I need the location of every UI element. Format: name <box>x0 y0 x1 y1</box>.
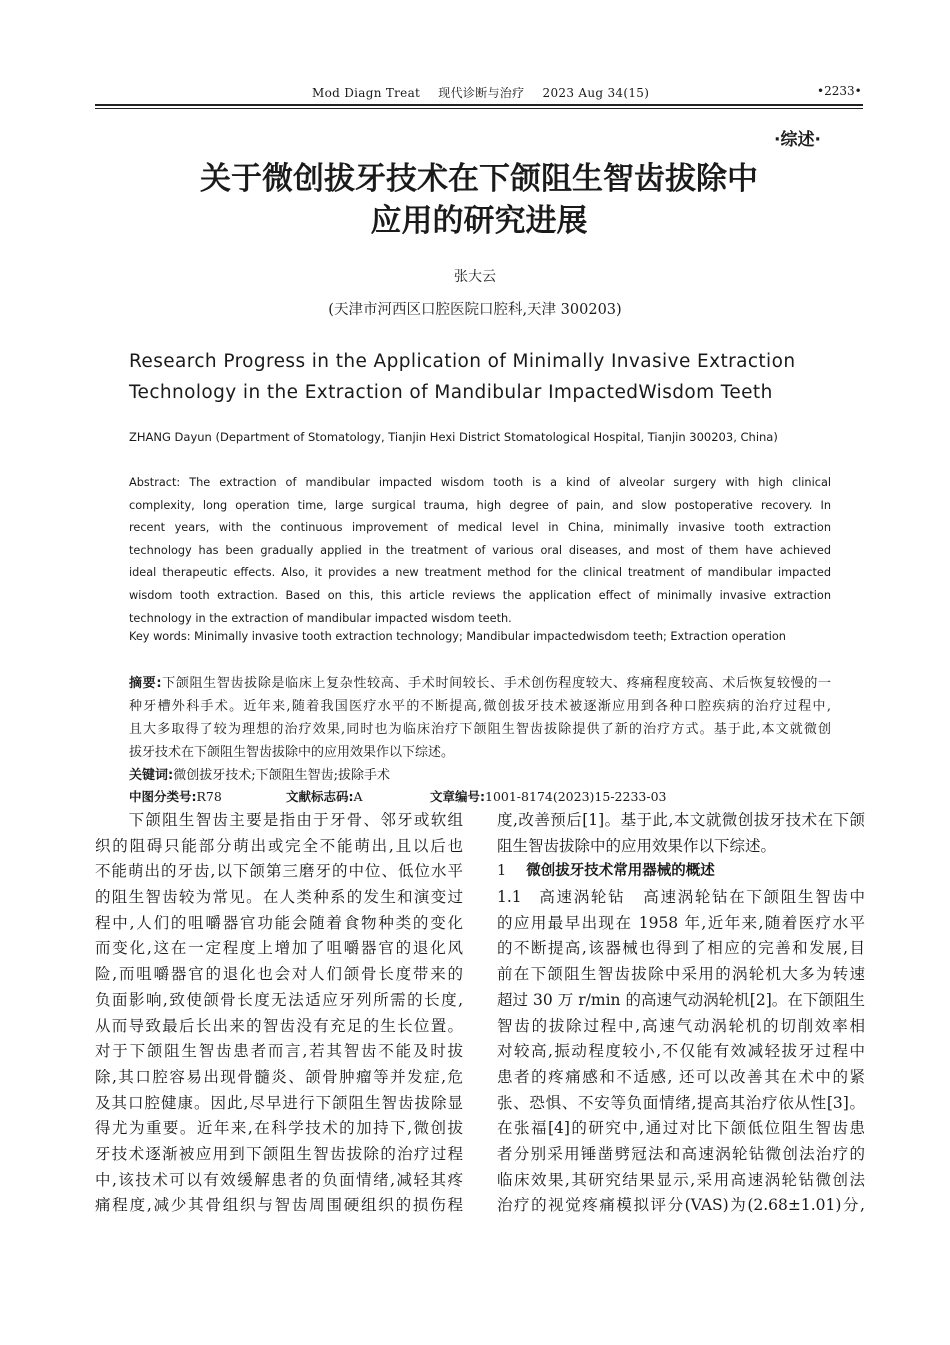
text-line: 治疗的视觉疼痛模拟评分(VAS)为(2.68±1.01)分, <box>497 1196 865 1215</box>
text-span: 下颌阻生智齿拔除是临床上复杂性较高、手术时间较长、手术创伤程度较大、疼痛程度较高、术后恢复较慢的一 <box>161 676 831 691</box>
label: 中图分类号: <box>129 789 197 804</box>
title-line: 应用的研究进展 <box>370 203 588 239</box>
text-line <box>129 672 831 695</box>
running-header <box>0 84 950 104</box>
text-line: 除,其口腔容易出现骨髓炎、颌骨肿瘤等并发症,危 <box>95 1067 463 1086</box>
article-title-cn <box>95 158 863 242</box>
heading-text: 微创拔牙技术常用器械的概述 <box>526 863 715 880</box>
text-line: 智齿的拔除过程中,高速气动涡轮机的切削效率相 <box>497 1016 865 1035</box>
text-line: 阻生智齿拔除中的应用效果作以下综述。 <box>497 836 777 855</box>
text-line: 的应用最早出现在 1958 年,近年来,随着医疗水平 <box>497 913 865 932</box>
text-line: 负面影响,致使颌骨长度无法适应牙列所需的长度, <box>95 990 463 1009</box>
text-line: 患者的疼痛感和不适感, 还可以改善其在术中的紧 <box>497 1067 865 1086</box>
author-en: ZHANG Dayun (Department of Stomatology, Tianjin Hexi District Stomatological Hospital, Tianjin 300203, China) <box>129 430 778 444</box>
text-line: 超过 30 万 r/min 的高速气动涡轮机[2]。在下颌阻生 <box>497 990 865 1009</box>
abstract-cn <box>129 672 831 764</box>
text-line: 而变化,这在一定程度上增加了咀嚼器官的退化风 <box>95 939 463 958</box>
subsection-heading-1-1 <box>497 885 865 911</box>
text-line: 种牙槽外科手术。近年来,随着我国医疗水平的不断提高,微创拔牙技术被逐渐应用到各种口腔疾病的治疗过程中, <box>129 699 831 714</box>
keywords-text: 微创拔牙技术;下颌阻生智齿;拔除手术 <box>173 768 390 783</box>
text-span: 高速涡轮钻在下颌阻生智齿中 <box>643 888 865 907</box>
text-line: 在张福[4]的研究中,通过对比下颌低位阻生智齿患 <box>497 1119 865 1138</box>
text-line: 不能萌出的牙齿,以下颌第三磨牙的中位、低位水平 <box>95 862 463 881</box>
text-line: 程中,人们的咀嚼器官功能会随着食物种类的变化 <box>95 913 463 932</box>
keywords-cn <box>129 764 390 783</box>
label: 文献标志码: <box>286 789 354 804</box>
title-line: 关于微创拔牙技术在下颌阻生智齿拔除中 <box>200 161 758 197</box>
text-line: 下颌阻生智齿主要是指由于牙骨、邻牙或软组 <box>95 811 463 829</box>
author-cn: 张大云 <box>454 269 496 285</box>
text-line: technology in the extraction of mandibular impacted wisdom teeth. <box>129 611 512 625</box>
text-line: 临床效果,其研究结果显示,采用高速涡轮钻微创法 <box>497 1170 865 1189</box>
text-line: 张、恐惧、不安等负面情绪,提高其治疗依从性[3]。 <box>497 1093 865 1112</box>
body-column-right <box>497 808 865 1219</box>
title-line: Research Progress in the Application of Minimally Invasive Extraction <box>129 351 796 372</box>
heading-number: 1.1 <box>497 888 522 907</box>
text-line: wisdom tooth extraction. Based on this, this article reviews the application effect of minimally invasive extraction <box>129 588 831 602</box>
text-line: 者分别采用锤凿劈冠法和高速涡轮钻微创法治疗的 <box>497 1144 865 1163</box>
text-line: recent years, with the continuous improvement of medical level in China, minimally invasive tooth extraction <box>129 521 831 535</box>
section-tag: ·综述· <box>774 130 821 150</box>
text-line: 对较高,振动程度较小,不仅能有效减轻拔牙过程中 <box>497 1042 865 1061</box>
keywords-en: Key words: Minimally invasive tooth extraction technology; Mandibular impactedwisdom teeth; Extraction operation <box>129 630 786 643</box>
document-code <box>286 787 363 805</box>
text-line: ideal therapeutic effects. Also, it provides a new treatment method for the clinical treatment of mandibular impacted <box>129 566 831 580</box>
text-line: complexity, long operation time, large surgical trauma, high degree of pain, and slow postoperative recovery. In <box>129 498 831 512</box>
clc-number <box>129 787 222 805</box>
heading-text: 高速涡轮钻 <box>537 888 626 907</box>
value: 1001-8174(2023)15-2233-03 <box>485 789 667 804</box>
text-line: Abstract: The extraction of mandibular impacted wisdom tooth is a kind of alveolar surgery with high clinical <box>129 476 831 489</box>
text-line: 拔牙技术在下颌阻生智齿拔除中的应用效果作以下综述。 <box>129 745 455 760</box>
keywords-label: 关键词: <box>129 768 174 783</box>
text-line: 对于下颌阻生智齿患者而言,若其智齿不能及时拔 <box>95 1042 463 1061</box>
text-line: 织的阻碍只能部分萌出或完全不能萌出,且以后也 <box>95 836 463 855</box>
article-number <box>430 787 666 805</box>
text-line: 从而导致最后长出来的智齿没有充足的生长位置。 <box>95 1016 463 1035</box>
header-rule-thin <box>95 108 863 109</box>
section-heading-1 <box>497 859 865 885</box>
title-line: Technology in the Extraction of Mandibular ImpactedWisdom Teeth <box>129 382 773 403</box>
body-column-left <box>95 808 463 1219</box>
text-line: 且大多取得了较为理想的治疗效果,同时也为临床治疗下颌阻生智齿拔除提供了新的治疗方式。基于此,本文就微创 <box>129 722 831 737</box>
abstract-label: 摘要: <box>129 676 162 691</box>
value: R78 <box>196 789 222 804</box>
page-number: •2233• <box>817 84 862 98</box>
text-line: 的不断提高,该器械也得到了相应的完善和发展,目 <box>497 939 865 958</box>
text-line: 牙技术逐渐被应用到下颌阻生智齿拔除的治疗过程 <box>95 1144 463 1163</box>
journal-name-cn: 现代诊断与治疗 <box>438 86 525 100</box>
text-line: 前在下颌阻生智齿拔除中采用的涡轮机大多为转速 <box>497 965 865 984</box>
header-rule-thick <box>95 104 863 106</box>
label: 文章编号: <box>430 789 485 804</box>
text-line: 得尤为重要。近年来,在科学技术的加持下,微创拔 <box>95 1119 463 1138</box>
heading-number: 1 <box>497 863 507 880</box>
abstract-en <box>129 472 831 630</box>
text-line: 中,该技术可以有效缓解患者的负面情绪,减轻其疼 <box>95 1170 463 1189</box>
text-line: 的阻生智齿较为常见。在人类种系的发生和演变过 <box>95 888 463 907</box>
article-title-en <box>129 346 849 408</box>
text-line: technology has been gradually applied in the treatment of various oral diseases, and most of them have achieved <box>129 543 831 557</box>
text-line: 及其口腔健康。因此,尽早进行下颌阻生智齿拔除显 <box>95 1093 463 1112</box>
issue-info: 2023 Aug 34(15) <box>542 86 650 100</box>
text-line: 险,而咀嚼器官的退化也会对人们颌骨长度带来的 <box>95 965 463 984</box>
value: A <box>353 789 363 804</box>
affiliation-cn: (天津市河西区口腔医院口腔科,天津 300203) <box>328 302 622 318</box>
text-line: 痛程度,减少其骨组织与智齿周围硬组织的损伤程 <box>95 1196 463 1215</box>
journal-name-en: Mod Diagn Treat <box>312 86 421 100</box>
text-line: 度,改善预后[1]。基于此,本文就微创拔牙技术在下颌 <box>497 811 865 829</box>
